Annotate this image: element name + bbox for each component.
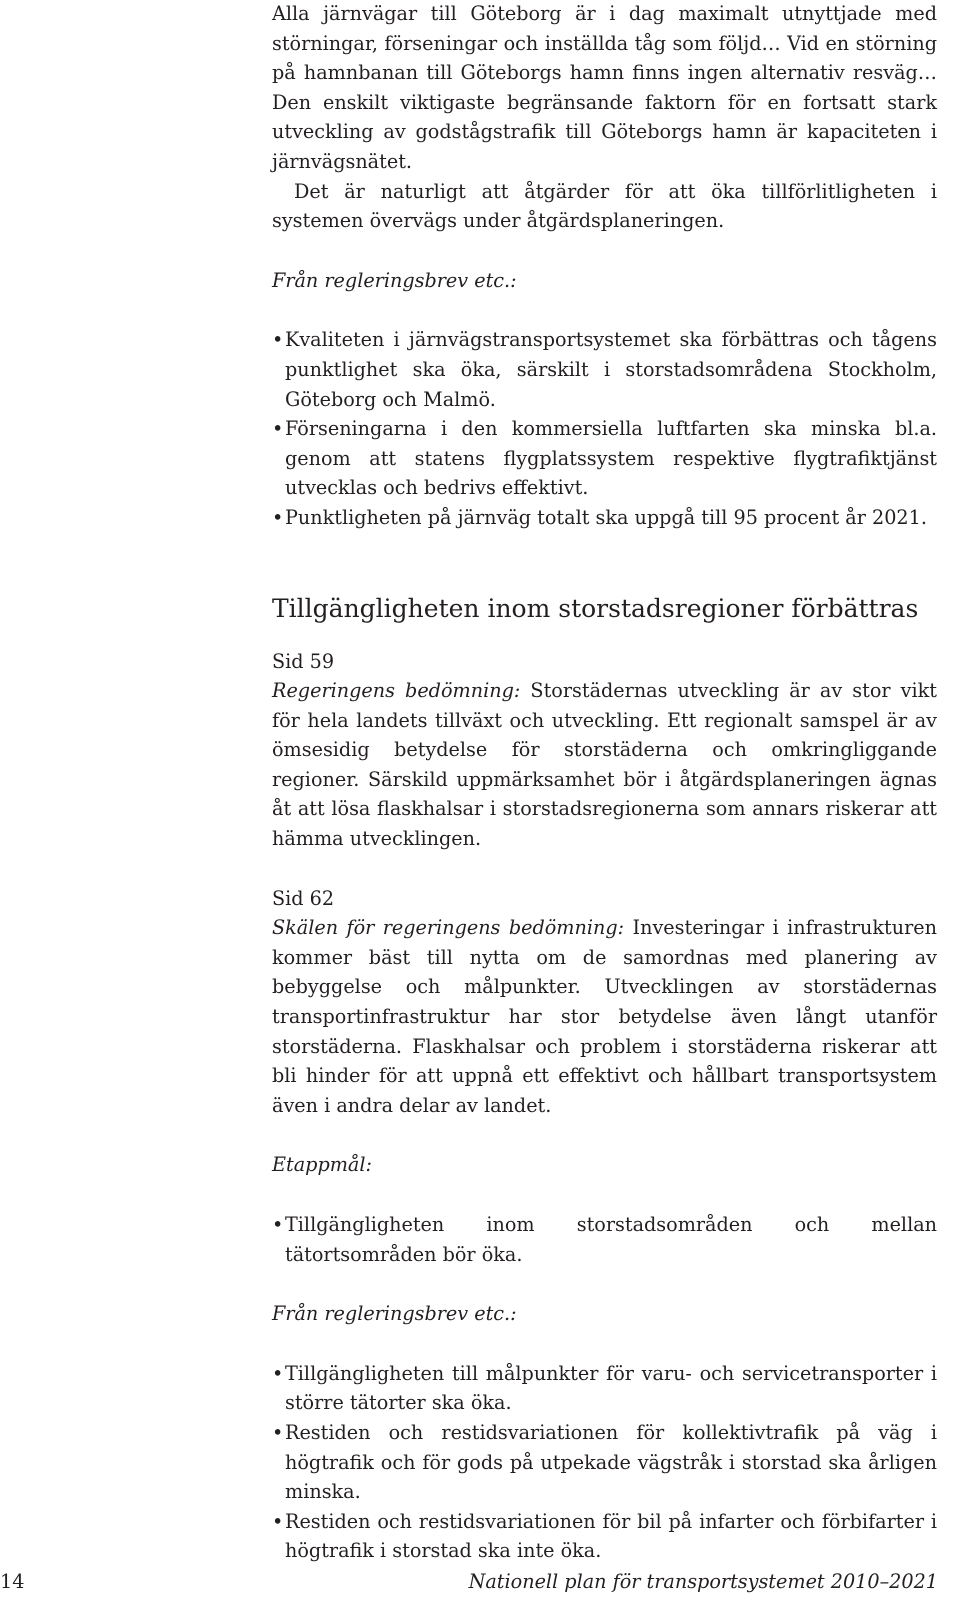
list-item: • Restiden och restidsvariationen för kollektivtrafik på väg i högtrafik och för gods på utpekade vägstråk i storstad ska årligen minska. xyxy=(272,1418,937,1507)
page-content xyxy=(272,0,937,1566)
regleringsbrev-heading-2: Från regleringsbrev etc.: xyxy=(272,1302,517,1326)
bullet-icon: • xyxy=(272,417,284,441)
etappmal-heading: Etappmål: xyxy=(272,1153,372,1177)
bullet-icon: • xyxy=(272,1420,284,1444)
section-title: Tillgängligheten inom storstadsregioner förbättras xyxy=(272,593,919,623)
regleringsbrev-heading-1: Från regleringsbrev etc.: xyxy=(272,268,517,292)
page-footer xyxy=(0,1570,960,1600)
sid-62-paragraph xyxy=(272,913,937,1120)
list-item: • Restiden och restidsvariationen för bil på infarter och förbifarter i högtrafik i storstad ska inte öka. xyxy=(272,1507,937,1566)
sid-59-text: Storstädernas utveckling är av stor vikt för hela landets tillväxt och utveckling. Ett regionalt samspel är av ömsesidig betydelse för storstäderna och omkringliggande regioner. Särskild uppmärksamhet bör i åtgärdsplaneringen ägnas åt att lösa flaskhalsar i storstadsregionerna som annars riskerar att hämma utvecklingen. xyxy=(272,679,937,851)
intro-paragraph-1: Alla järnvägar till Göteborg är i dag maximalt utnyttjade med störningar, förseningar och inställda tåg som följd… Vid en störning på hamnbanan till Göteborgs hamn finns ingen alternativ resväg… Den enskilt viktigaste begränsande faktorn för en fortsatt stark utveckling av godstågstrafik till Göteborgs hamn är kapaciteten i järnvägsnätet. xyxy=(272,2,937,173)
etappmal-list xyxy=(272,1210,937,1269)
list-item: • Tillgängligheten till målpunkter för varu- och servicetransporter i större tätorter ska öka. xyxy=(272,1359,937,1418)
sid-59-lead: Regeringens bedömning: xyxy=(272,679,521,703)
sid-62-text: Investeringar i infrastrukturen kommer bäst till nytta om de samordnas med planering av bebyggelse och målpunkter. Utvecklingen av storstädernas transportinfrastruktur har stor betydelse även långt utanför storstäderna. Flaskhalsar och problem i storstäderna riskerar att bli hinder för att uppnå ett effektivt och hållbart transportsystem även i andra delar av landet. xyxy=(272,916,937,1117)
bullet-icon: • xyxy=(272,328,284,352)
sid-59-label: Sid 59 xyxy=(272,649,335,673)
sid-62-label: Sid 62 xyxy=(272,886,335,910)
running-title: Nationell plan för transportsystemet 2010–2021 xyxy=(468,1570,938,1593)
bullet-icon: • xyxy=(272,1213,284,1236)
list-item: • Kvaliteten i järnvägstransportsystemet ska förbättras och tågens punktlighet ska öka, särskilt i storstadsområdena Stockholm, Göteborg och Malmö. xyxy=(272,325,937,414)
sid-62-lead: Skälen för regeringens bedömning: xyxy=(272,916,625,940)
bullet-icon: • xyxy=(272,1509,284,1533)
bullet-icon: • xyxy=(272,1361,284,1385)
regleringsbrev-list-1 xyxy=(272,325,937,532)
list-item: • Punktligheten på järnväg totalt ska uppgå till 95 procent år 2021. xyxy=(272,503,937,533)
page-number: 14 xyxy=(0,1570,25,1593)
list-item: • Tillgängligheten inom storstadsområden och mellan tätortsområden bör öka. xyxy=(272,1210,937,1269)
sid-59-paragraph xyxy=(272,676,937,854)
intro-paragraph-2: Det är naturligt att åtgärder för att öka tillförlitligheten i systemen övervägs under åtgärdsplaneringen. xyxy=(272,179,937,233)
bullet-icon: • xyxy=(272,505,284,529)
regleringsbrev-list-2 xyxy=(272,1359,937,1566)
list-item: • Förseningarna i den kommersiella luftfarten ska minska bl.a. genom att statens flygplatssystem respektive flygtrafiktjänst utvecklas och bedrivs effektivt. xyxy=(272,414,937,503)
